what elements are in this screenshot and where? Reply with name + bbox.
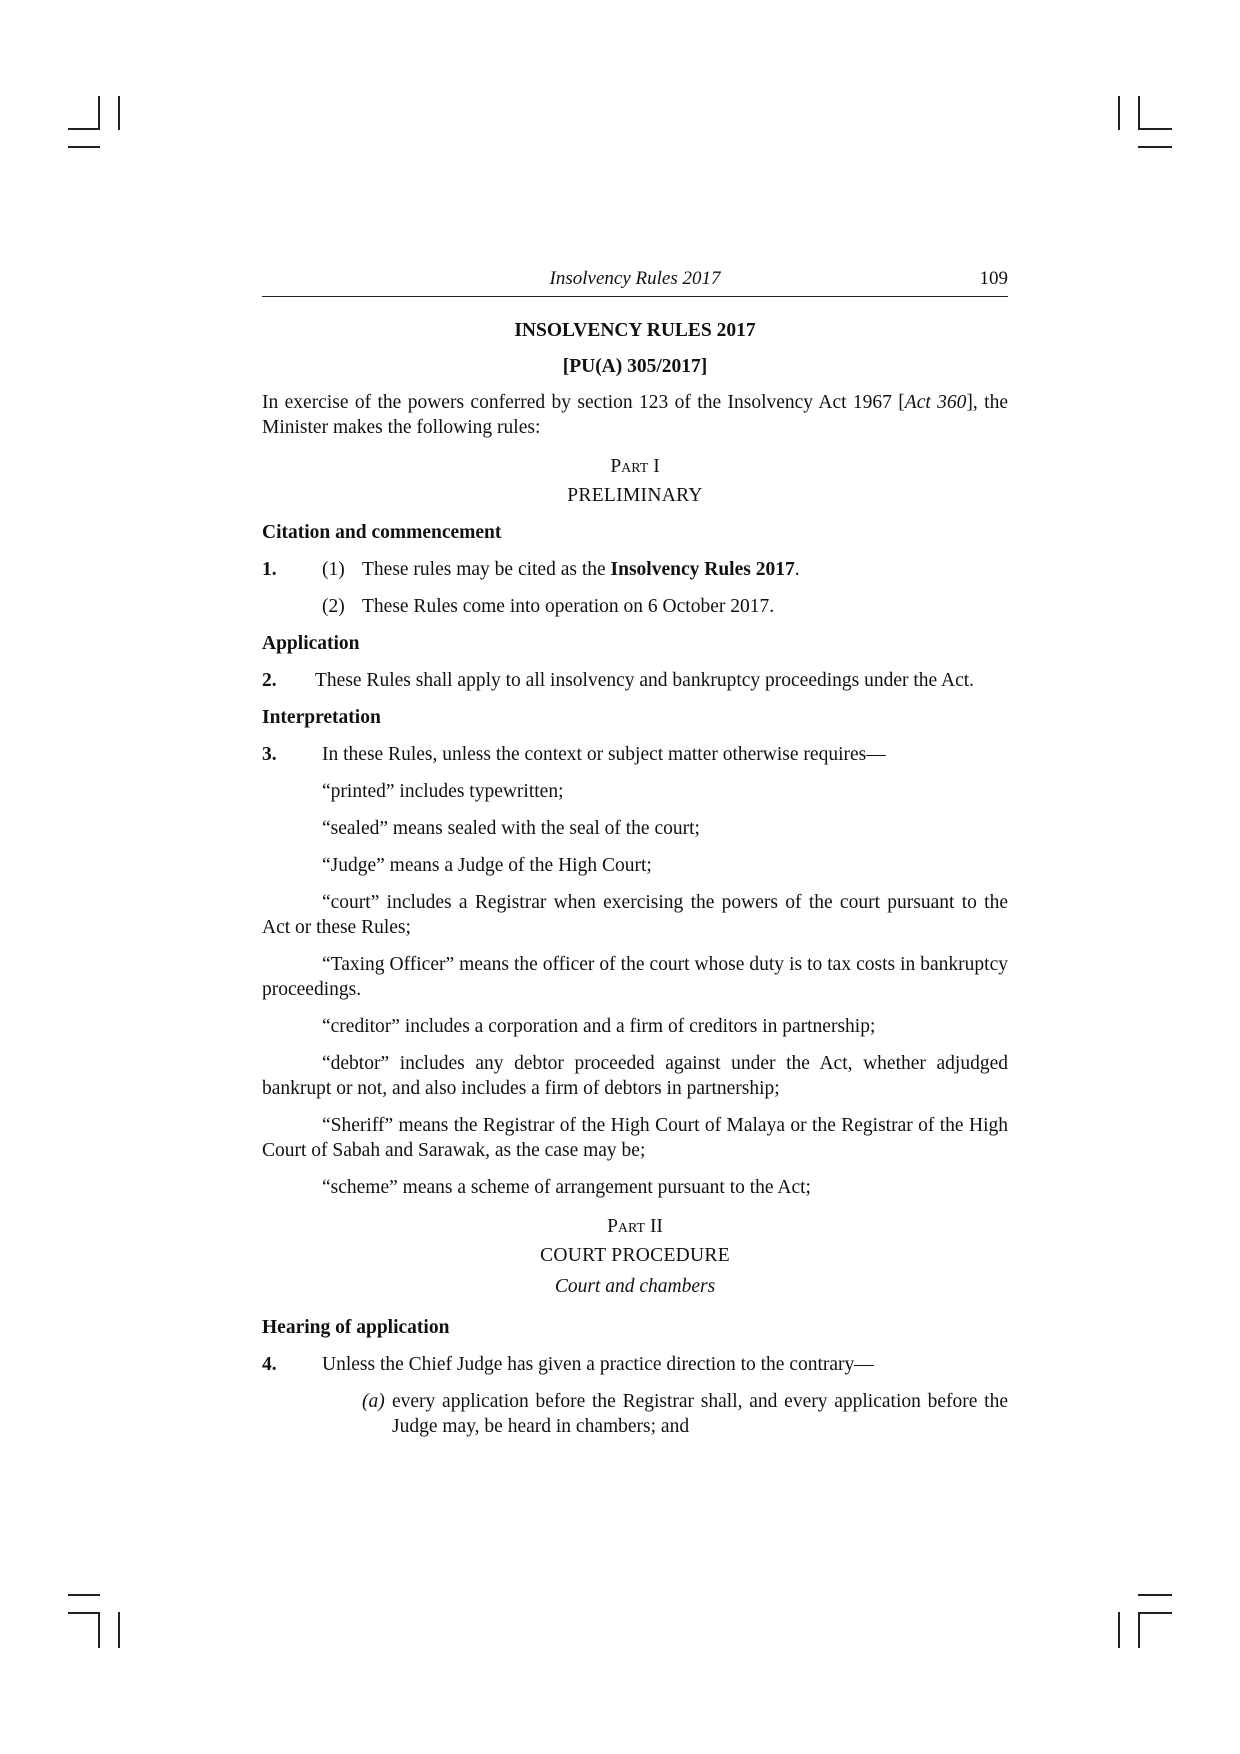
rule-1-sub-2-number: (2) [322, 596, 345, 617]
rule-2-number: 2. [262, 670, 277, 691]
hearing-heading: Hearing of application [262, 1317, 450, 1338]
crop-mark-top-left-v2 [118, 96, 120, 130]
crop-mark-top-right-v1 [1118, 96, 1120, 130]
preamble-act: Act 360 [904, 392, 967, 413]
running-header [262, 266, 1008, 297]
crop-mark-bottom-right-v1 [1118, 1612, 1120, 1648]
crop-mark-top-left-h2 [68, 146, 100, 148]
definition-judge: “Judge” means a Judge of the High Court; [322, 855, 652, 876]
definition-printed: “printed” includes typewritten; [322, 781, 564, 802]
rule-4-item-a-text: every application before the Registrar shall, and every application before the Judge may, be heard in chambers; and [392, 1391, 1008, 1437]
rule-2 [262, 668, 1008, 693]
crop-mark-bottom-left-h2 [68, 1594, 100, 1596]
preamble-part-1: In exercise of the powers conferred by section 123 of the Insolvency Act 1967 [ [262, 392, 905, 413]
rule-4 [262, 1352, 1008, 1377]
crop-mark-top-right-h [1138, 128, 1172, 130]
document-body [262, 318, 1008, 1451]
rule-1-sub-1 [262, 557, 1008, 582]
crop-mark-bottom-left-v1 [98, 1612, 100, 1648]
part-1-label: Part I [610, 456, 660, 477]
rule-4-item-a [262, 1389, 1008, 1439]
citation-heading: Citation and commencement [262, 522, 502, 543]
definition-taxing-officer: “Taxing Officer” means the officer of the court whose duty is to tax costs in bankruptcy proceedings. [262, 954, 1008, 1000]
rule-1-sub-2 [262, 594, 1008, 619]
rule-3-text: In these Rules, unless the context or subject matter otherwise requires— [322, 744, 886, 765]
interpretation-heading: Interpretation [262, 707, 381, 728]
document-reference: [PU(A) 305/2017] [562, 356, 708, 377]
rule-1-sub-1-end: . [794, 559, 800, 580]
rule-2-text: These Rules shall apply to all insolvency and bankruptcy proceedings under the Act. [315, 670, 975, 691]
rule-4-item-a-number: (a) [362, 1391, 385, 1412]
definition-sealed: “sealed” means sealed with the seal of the court; [322, 818, 700, 839]
rule-1-number: 1. [262, 559, 277, 580]
crop-mark-top-right-v2 [1138, 96, 1140, 130]
crop-mark-top-left-h [68, 128, 100, 130]
running-title: Insolvency Rules 2017 [549, 268, 721, 289]
rule-1-sub-2-text: These Rules come into operation on 6 October 2017. [362, 596, 775, 617]
part-2-subtitle: Court and chambers [554, 1276, 716, 1297]
application-heading: Application [262, 633, 360, 654]
rule-1-sub-1-bold: Insolvency Rules 2017 [610, 559, 795, 580]
page-number: 109 [979, 268, 1008, 289]
rule-1-sub-1-text: These rules may be cited as the [362, 559, 611, 580]
definition-court: “court” includes a Registrar when exercising the powers of the court pursuant to the Act or these Rules; [262, 892, 1008, 938]
crop-mark-bottom-left-v2 [118, 1612, 120, 1648]
part-2-title: COURT PROCEDURE [540, 1245, 730, 1266]
document-title: INSOLVENCY RULES 2017 [514, 320, 756, 341]
preamble [262, 390, 1008, 440]
definition-sheriff: “Sheriff” means the Registrar of the High Court of Malaya or the Registrar of the High Court of Sabah and Sarawak, as the case may be; [262, 1115, 1008, 1161]
rule-1-sub-1-number: (1) [322, 559, 345, 580]
definition-creditor: “creditor” includes a corporation and a firm of creditors in partnership; [322, 1016, 876, 1037]
crop-mark-top-left-v1 [98, 96, 100, 130]
crop-mark-bottom-left-h [68, 1612, 100, 1614]
crop-mark-bottom-right-v2 [1138, 1612, 1140, 1648]
preamble-part-2: ], the Minister makes the following rules: [262, 392, 1008, 438]
crop-mark-bottom-right-h2 [1138, 1594, 1172, 1596]
crop-mark-top-right-h2 [1138, 146, 1172, 148]
rule-4-number: 4. [262, 1354, 277, 1375]
part-1-title: PRELIMINARY [567, 485, 703, 506]
rule-3-number: 3. [262, 744, 277, 765]
crop-mark-bottom-right-h [1138, 1612, 1172, 1614]
rule-4-text: Unless the Chief Judge has given a practice direction to the contrary— [322, 1354, 874, 1375]
definition-scheme: “scheme” means a scheme of arrangement pursuant to the Act; [322, 1177, 811, 1198]
part-2-label: Part II [607, 1216, 663, 1237]
definition-debtor: “debtor” includes any debtor proceeded against under the Act, whether adjudged bankrupt or not, and also includes a firm of debtors in partnership; [262, 1053, 1008, 1099]
rule-3 [262, 742, 1008, 767]
